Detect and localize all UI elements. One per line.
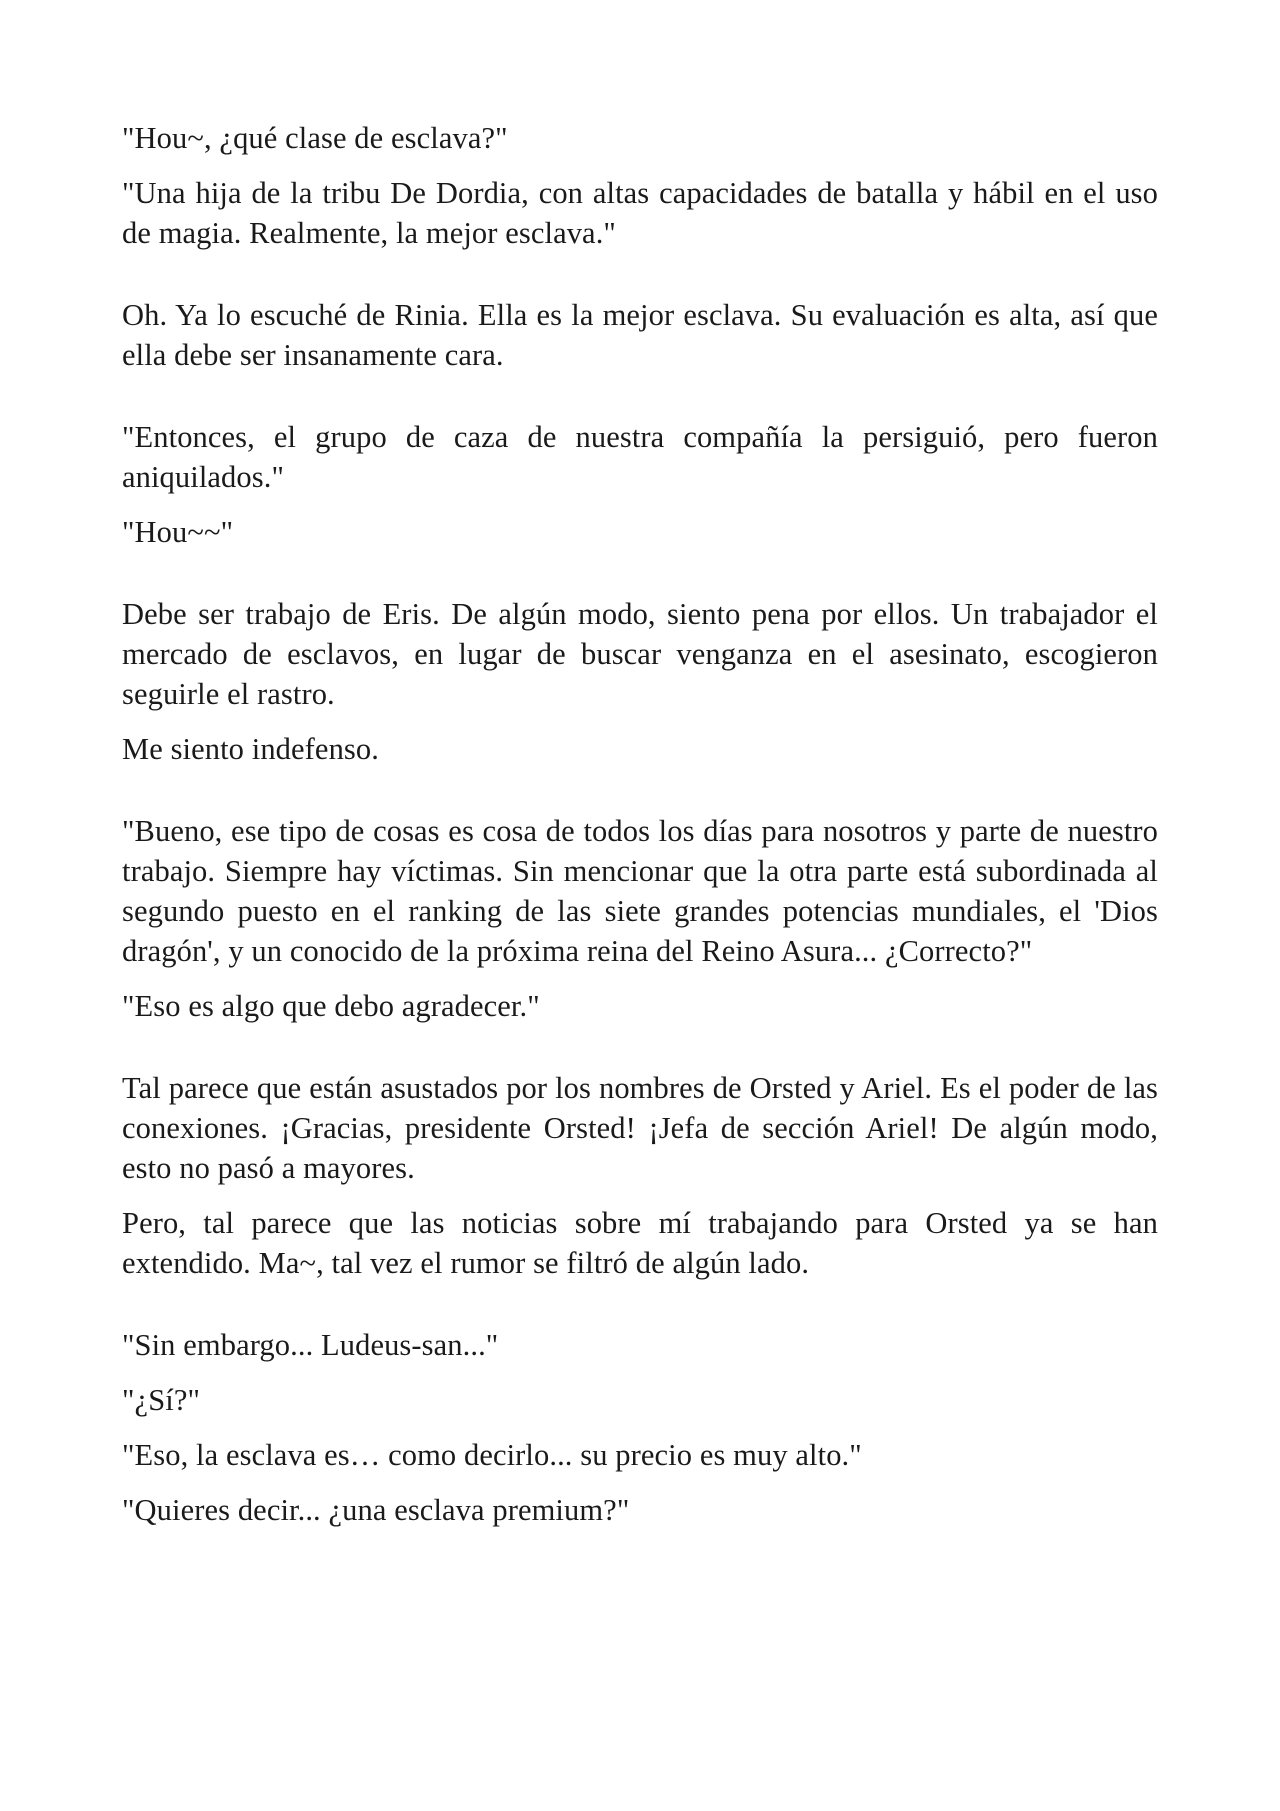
document-body (122, 118, 1158, 1530)
paragraph-14: "Eso, la esclava es… como decirlo... su precio es muy alto." (122, 1438, 862, 1472)
paragraph-9: "Eso es algo que debo agradecer." (122, 989, 540, 1023)
paragraph-4: "Entonces, el grupo de caza de nuestra compañía la persiguió, pero fueron aniquilados." (122, 420, 1158, 494)
paragraph-3: Oh. Ya lo escuché de Rinia. Ella es la mejor esclava. Su evaluación es alta, así que ella debe ser insanamente cara. (122, 298, 1158, 372)
paragraph-8: "Bueno, ese tipo de cosas es cosa de todos los días para nosotros y parte de nuestro trabajo. Siempre hay víctimas. Sin mencionar que la otra parte está subordinada al segundo puesto en el ranking de las siete grandes potencias mundiales, el 'Dios dragón', y un conocido de la próxima reina del Reino Asura... ¿Correcto?" (122, 814, 1158, 968)
paragraph-10: Tal parece que están asustados por los nombres de Orsted y Ariel. Es el poder de las conexiones. ¡Gracias, presidente Orsted! ¡Jefa de sección Ariel! De algún modo, esto no pasó a mayores. (122, 1071, 1158, 1185)
paragraph-15: "Quieres decir... ¿una esclava premium?" (122, 1493, 630, 1527)
paragraph-1: "Hou~, ¿qué clase de esclava?" (122, 121, 508, 155)
paragraph-5: "Hou~~" (122, 515, 234, 549)
paragraph-6: Debe ser trabajo de Eris. De algún modo, siento pena por ellos. Un trabajador el mercado de esclavos, en lugar de buscar venganza en el asesinato, escogieron seguirle el rastro. (122, 597, 1158, 711)
paragraph-12: "Sin embargo... Ludeus-san..." (122, 1328, 499, 1362)
paragraph-11: Pero, tal parece que las noticias sobre mí trabajando para Orsted ya se han extendido. Ma~, tal vez el rumor se filtró de algún lado. (122, 1206, 1158, 1280)
paragraph-2: "Una hija de la tribu De Dordia, con altas capacidades de batalla y hábil en el uso de magia. Realmente, la mejor esclava." (122, 176, 1158, 250)
paragraph-7: Me siento indefenso. (122, 732, 379, 766)
paragraph-13: "¿Sí?" (122, 1383, 201, 1417)
